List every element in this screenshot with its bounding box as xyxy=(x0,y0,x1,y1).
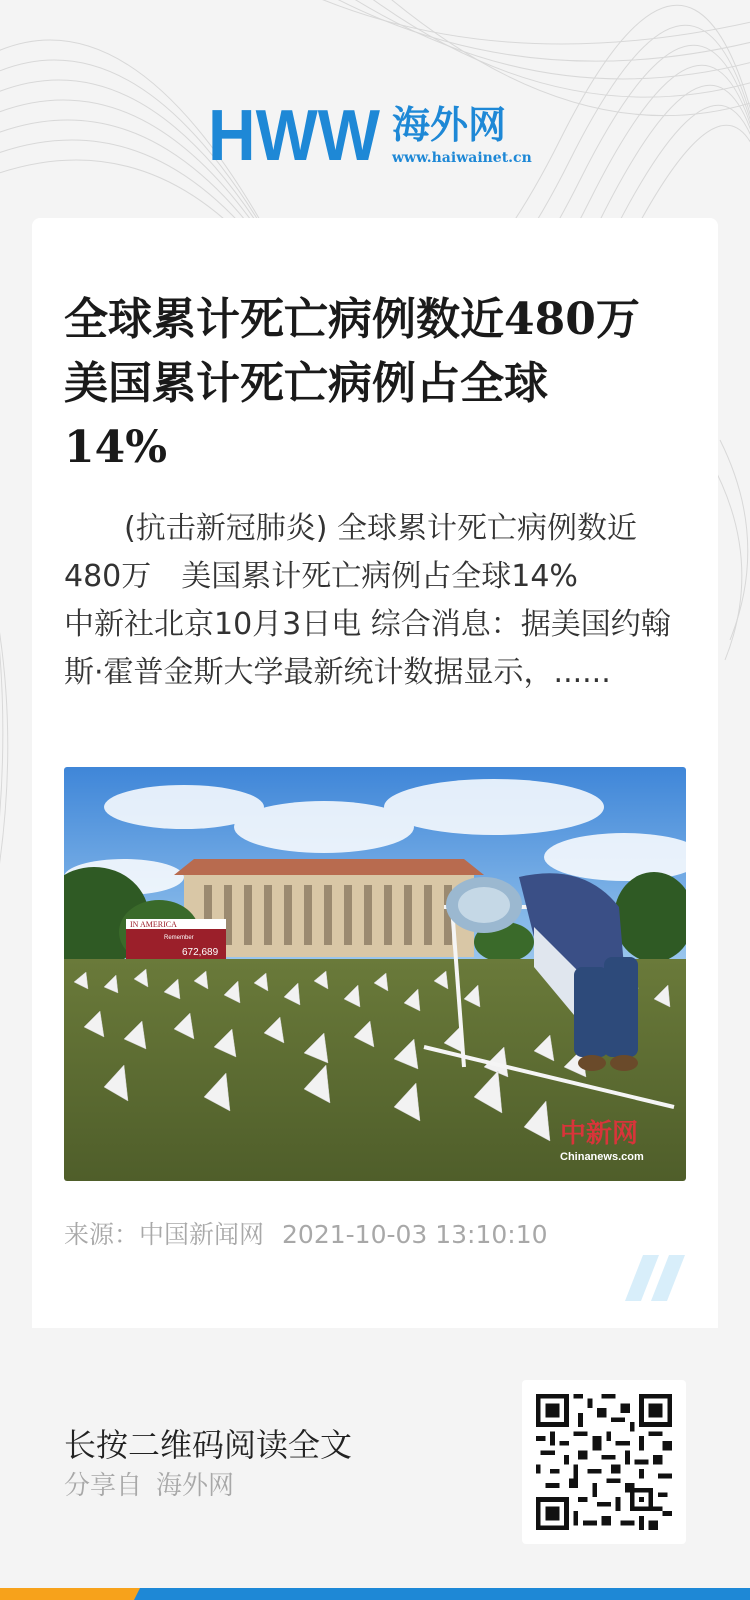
read-full-text-prompt: 长按二维码阅读全文 xyxy=(64,1426,353,1464)
article-summary: (抗击新冠肺炎) 全球累计死亡病例数近480万 美国累计死亡病例占全球14% 中新社北京10月3日电 综合消息：据美国约翰斯·霍普金斯大学最新统计数据显示，...... xyxy=(64,511,671,690)
qr-code[interactable] xyxy=(522,1380,686,1544)
haiwainet-logo xyxy=(208,100,542,170)
svg-text:Chinanews.com: Chinanews.com xyxy=(560,1151,644,1163)
publish-datetime: 2021-10-03 13:10:10 xyxy=(282,1220,548,1249)
svg-text:672,689: 672,689 xyxy=(182,947,219,958)
svg-text:中新网: 中新网 xyxy=(560,1119,639,1149)
article-meta xyxy=(64,1215,548,1251)
share-source xyxy=(64,1465,234,1502)
svg-text:海外网: 海外网 xyxy=(392,103,507,147)
svg-text:Remember: Remember xyxy=(164,935,194,941)
bottom-accent-bar xyxy=(0,1588,750,1600)
svg-text:IN AMERICA: IN AMERICA xyxy=(130,920,177,929)
article-photo xyxy=(64,767,686,1181)
qr-code-icon xyxy=(536,1394,672,1530)
share-prefix: 分享自 xyxy=(64,1471,143,1501)
source-label: 来源：中国新闻网 xyxy=(64,1220,265,1249)
svg-text:HWW: HWW xyxy=(208,100,381,170)
svg-text:www.haiwainet.cn: www.haiwainet.cn xyxy=(392,150,532,166)
share-site-name: 海外网 xyxy=(156,1471,235,1501)
slashes-decoration-icon xyxy=(625,1255,687,1301)
article-headline: 全球累计死亡病例数近480万 美国累计死亡病例占全球 14% xyxy=(64,294,640,473)
